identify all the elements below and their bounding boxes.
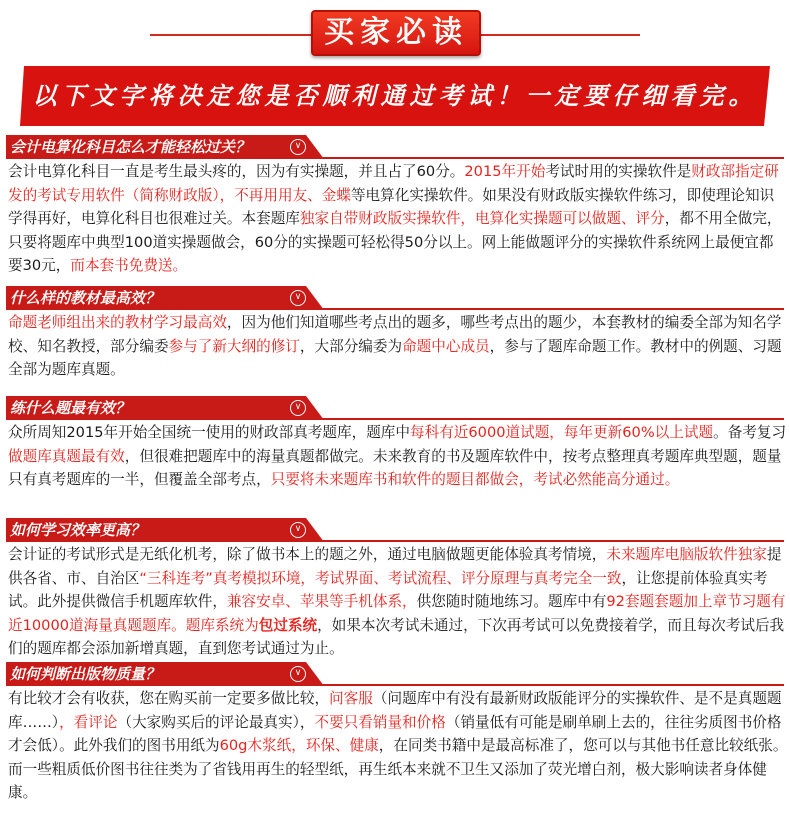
section-header	[6, 135, 790, 159]
body-text: （销量低有可能是刷单刷上去的，往往劣质图书价格才会低）。此外我们的图书用纸为	[8, 713, 782, 754]
body-text: （大家购买后的评论最真实），	[117, 713, 315, 731]
highlight-text: 问客服	[329, 690, 373, 707]
body-text: 供您随时随地练习。题库中有	[416, 593, 607, 610]
section-header-rule	[306, 157, 784, 159]
section-effective-practice	[6, 396, 790, 492]
body-text: 会计电算化科目一直是考生最头疼的，因为有实操题，并且占了60分。	[8, 163, 465, 180]
highlight-text: 做题库真题最有效	[8, 447, 125, 465]
section-body	[6, 687, 790, 805]
section-accounting-computerization	[6, 135, 790, 278]
highlight-text: 包过系统	[258, 616, 318, 634]
section-header	[6, 286, 790, 310]
section-learning-efficiency	[6, 518, 790, 661]
highlight-text: 独家自带财政版实操软件，电算化实操题可以做题、评分	[299, 210, 665, 227]
section-body	[6, 160, 790, 278]
section-header	[6, 396, 790, 420]
body-text: ，因为他们知道哪些考点出的题多，哪些考点出的题少，本套教材的编委全部为知名学校、知名教授，部分编委	[8, 314, 782, 355]
highlight-text: 每科有近6000道试题，每年更新60%以上试题	[410, 424, 714, 441]
section-header-rule	[306, 540, 784, 542]
section-heading: 如何学习效率更高？	[10, 521, 146, 539]
section-heading: 会计电算化科目怎么才能轻松过关？	[10, 138, 251, 156]
highlight-text: 兼容安卓、苹果等手机体系，	[226, 593, 417, 610]
highlight-text: 而本套书免费送。	[70, 257, 188, 274]
body-text: ，大部分编委为	[299, 337, 403, 355]
body-text: ，如果本次考试未通过，下次再考试可以免费接着学，而且每次考试后我们的题库都会添加新增真题，直到您考试通过为止。	[8, 616, 785, 657]
chevron-down-circle-icon: ∨	[290, 139, 306, 155]
body-text: 众所周知2015年开始全国统一使用的财政部真考题库，题库中	[8, 424, 410, 441]
body-text: ，但很难把题库中的海量真题都做完。未来教育的书及题库软件中，按考点整理真考题库典型题，题量只有真考题库的一半，但覆盖全部考点，	[8, 447, 782, 488]
section-publication-quality	[6, 662, 790, 805]
highlight-text: 不要只看销量和价格	[314, 713, 446, 731]
section-body	[6, 543, 790, 661]
body-text: 。备考复习	[713, 424, 787, 441]
body-text: 考试时用的实操软件是	[545, 163, 692, 180]
body-text: 会计证的考试形式是无纸化机考，除了做书本上的题之外，通过电脑做题更能体验真考情境，	[8, 546, 607, 563]
highlight-text: 命题中心成员	[402, 337, 490, 355]
title-rule-right	[481, 34, 640, 36]
highlight-text: 2015年开始	[464, 163, 546, 180]
page-title: 买家必读	[311, 10, 481, 56]
section-efficient-textbook	[6, 286, 790, 382]
section-heading: 什么样的教材最高效？	[10, 289, 161, 307]
section-body	[6, 311, 790, 382]
body-text: ，都不用全做完，只要将题库中典型100道实操题做会，60分的实操题可轻松得50分以上。网上能做题评分的实操软件系统网上最便宜都要30元，	[8, 210, 782, 274]
body-text: ，参与了题库命题工作。教材中的例题、习题全部为题库真题。	[8, 337, 782, 378]
chevron-down-circle-icon: ∨	[290, 400, 306, 416]
section-heading: 如何判断出版物质量？	[10, 665, 161, 683]
body-text: 等电算化实操软件。如果没有财政版实操软件练习，即使理论知识学得再好，电算化科目也很难过关。本套题库	[8, 186, 775, 227]
highlight-text: 参与了新大纲的修订	[168, 337, 300, 355]
highlight-text: ，看评论	[59, 713, 118, 731]
chevron-down-circle-icon: ∨	[290, 290, 306, 306]
highlight-text: 命题老师组出来的教材学习最高效	[8, 314, 227, 331]
highlight-text: 财政部指定研发的考试专用软件（简称财政版），不再用用友、金蝶	[8, 163, 779, 204]
section-header-rule	[306, 308, 784, 310]
body-text: （问题库中有没有最新财政版能评分的实操软件、是不是真题题库……）	[8, 690, 782, 731]
chevron-down-circle-icon: ∨	[290, 666, 306, 682]
highlight-text: 60g木浆纸，环保、健康	[219, 737, 379, 754]
section-header	[6, 518, 790, 542]
body-text: ，在同类书籍中是最高标准了，您可以与其他书任意比较纸张。而一些粗质低价图书往往类为了省钱用再生的轻型纸，再生纸本来就不卫生又添加了荧光增白剂，极大影响读者身体健康。	[8, 737, 788, 801]
section-header	[6, 662, 790, 686]
chevron-down-circle-icon: ∨	[290, 522, 306, 538]
body-text: 提供各省、市、自治区	[8, 546, 782, 587]
section-heading: 练什么题最有效？	[10, 399, 131, 417]
section-header-rule	[306, 684, 784, 686]
body-text: ，让您提前体验真实考试。此外提供微信手机题库软件，	[8, 569, 768, 610]
highlight-text: “三科连考”真考模拟环境，考试界面、考试流程、评分原理与真考完全一致	[139, 569, 622, 587]
body-text: 有比较才会有收获，您在购买前一定要多做比较，	[8, 690, 330, 707]
section-header-rule	[306, 418, 784, 420]
highlight-text: 92套题套题加上章节习题有近10000道海量真题题库。题库系统为	[8, 593, 786, 634]
warning-banner-text: 以下文字将决定您是否顺利通过考试！一定要仔细看完。	[32, 81, 758, 110]
title-rule-left	[150, 34, 311, 36]
highlight-text: 只要将未来题库书和软件的题目都做会，考试必然能高分通过。	[270, 471, 680, 488]
section-body	[6, 421, 790, 492]
highlight-text: 未来题库电脑版软件独家	[606, 546, 767, 563]
